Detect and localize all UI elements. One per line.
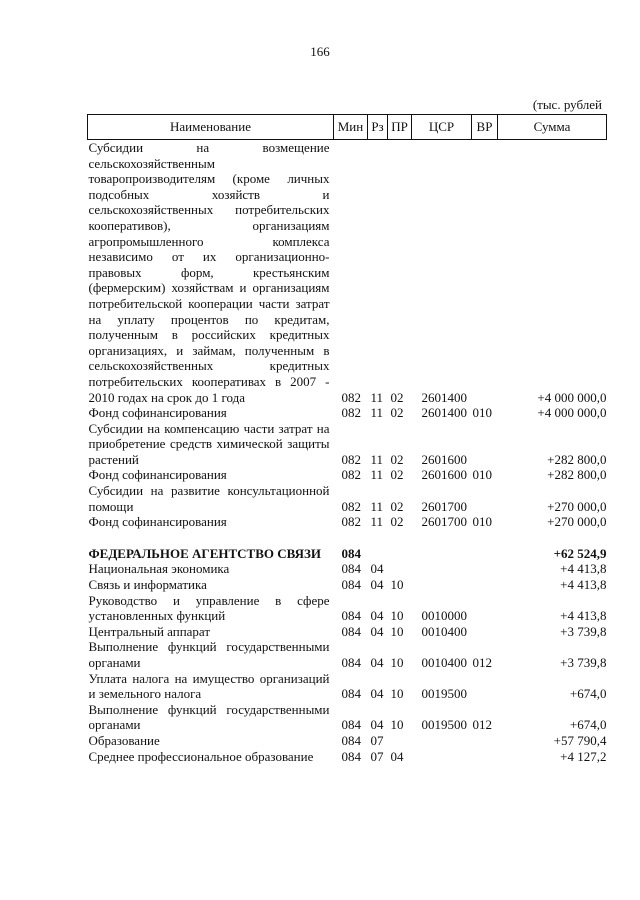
cell-rz: 04 — [370, 561, 384, 577]
cell-vr: 010 — [472, 405, 492, 421]
table-row — [88, 577, 607, 593]
cell-pr: 02 — [390, 451, 404, 467]
cell-rz: 04 — [370, 717, 384, 733]
cell-sum: +4 413,8 — [560, 561, 607, 577]
table-row — [88, 140, 607, 406]
cell-name: Среднее профессиональное образование — [88, 748, 314, 764]
table-row — [88, 733, 607, 749]
cell-sum: +3 739,8 — [560, 655, 607, 670]
cell-pr: 02 — [390, 498, 404, 514]
table-row — [88, 671, 607, 702]
cell-rz: 11 — [370, 514, 384, 530]
table-body — [88, 140, 607, 765]
cell-min: 082 — [341, 498, 361, 514]
cell-sum: +3 739,8 — [560, 623, 607, 639]
table-row — [88, 639, 607, 670]
cell-pr: 02 — [390, 467, 404, 483]
cell-rz: 07 — [370, 732, 384, 748]
cell-min: 084 — [341, 686, 361, 702]
cell-vr: 012 — [472, 717, 492, 733]
table-row — [88, 467, 607, 483]
cell-sum: +62 524,9 — [553, 545, 607, 561]
cell-name: ФЕДЕРАЛЬНОЕ АГЕНТСТВО СВЯЗИ — [88, 545, 322, 561]
cell-name: Образование — [88, 732, 160, 748]
cell-pr: 10 — [390, 577, 404, 593]
cell-name: Фонд софинансирования — [88, 405, 227, 421]
units-note: (тыс. рублей — [532, 97, 602, 112]
table-row — [88, 483, 607, 514]
cell-csr — [412, 577, 472, 593]
cell-pr: 10 — [390, 655, 404, 670]
cell-min: 084 — [341, 717, 361, 733]
cell-name: Руководство и управление в сфере установленных функций — [88, 592, 330, 624]
cell-rz: 04 — [370, 577, 384, 593]
cell-rz: 11 — [370, 405, 384, 421]
cell-rz: 11 — [370, 451, 384, 467]
cell-rz: 04 — [370, 655, 384, 670]
table-row — [88, 702, 607, 733]
cell-pr: 02 — [390, 405, 404, 421]
cell-vr — [472, 749, 498, 765]
cell-csr — [412, 546, 472, 562]
cell-pr — [388, 546, 412, 562]
cell-csr: 0019500 — [421, 686, 467, 702]
cell-min: 084 — [341, 732, 361, 748]
cell-pr: 10 — [390, 686, 404, 702]
cell-min: 082 — [341, 514, 361, 530]
cell-csr: 2601700 — [421, 498, 467, 514]
cell-rz: 07 — [370, 748, 384, 764]
cell-pr — [388, 561, 412, 577]
cell-pr: 04 — [390, 748, 404, 764]
cell-vr — [472, 483, 498, 514]
cell-csr: 2601400 — [421, 389, 467, 405]
cell-sum: +674,0 — [569, 686, 607, 702]
header-pr: ПР — [388, 115, 412, 140]
header-csr: ЦСР — [412, 115, 472, 140]
cell-sum: +4 127,2 — [560, 748, 607, 764]
cell-sum: +4 413,8 — [560, 577, 607, 593]
cell-csr: 0019500 — [421, 717, 467, 733]
cell-csr — [412, 561, 472, 577]
cell-min: 082 — [341, 467, 361, 483]
cell-sum: +4 000 000,0 — [537, 389, 607, 405]
cell-csr: 2601700 — [421, 514, 467, 530]
table-row — [88, 561, 607, 577]
cell-name: Центральный аппарат — [88, 623, 211, 639]
cell-pr: 10 — [390, 717, 404, 733]
cell-sum: +674,0 — [569, 717, 607, 733]
table-row — [88, 514, 607, 530]
cell-name: Субсидии на компенсацию части затрат на приобретение средств химической защиты растений — [88, 420, 330, 467]
cell-vr — [472, 140, 498, 406]
header-sum: Сумма — [498, 115, 607, 140]
cell-rz: 11 — [370, 389, 384, 405]
cell-csr: 0010400 — [421, 623, 467, 639]
cell-csr: 2601600 — [421, 467, 467, 483]
cell-vr — [472, 624, 498, 640]
cell-min: 082 — [341, 405, 361, 421]
header-rz: Рз — [368, 115, 388, 140]
cell-sum: +4 000 000,0 — [537, 405, 607, 421]
cell-rz — [368, 546, 388, 562]
cell-sum: +282 800,0 — [547, 451, 607, 467]
cell-vr — [472, 593, 498, 624]
cell-vr — [472, 671, 498, 702]
header-name: Наименование — [88, 115, 334, 140]
cell-name: Субсидии на развитие консультационной помощи — [88, 483, 330, 514]
cell-name: Фонд софинансирования — [88, 467, 227, 483]
cell-name: Фонд софинансирования — [88, 514, 227, 530]
cell-min: 084 — [341, 655, 361, 670]
cell-csr: 0010000 — [421, 608, 467, 624]
spacer-cell — [88, 530, 607, 546]
cell-name: Уплата налога на имущество организаций и земельного налога — [88, 670, 330, 702]
cell-vr — [472, 561, 498, 577]
cell-min: 082 — [341, 389, 361, 405]
cell-rz: 04 — [370, 686, 384, 702]
cell-name: Выполнение функций государственными органами — [88, 701, 330, 733]
cell-vr — [472, 546, 498, 562]
cell-name: Национальная экономика — [88, 561, 230, 577]
budget-table — [87, 114, 607, 764]
table-row — [88, 546, 607, 562]
cell-sum: +282 800,0 — [547, 467, 607, 483]
cell-pr: 10 — [390, 623, 404, 639]
table-header — [88, 115, 607, 140]
cell-csr: 2601600 — [421, 451, 467, 467]
cell-vr: 012 — [472, 655, 492, 670]
cell-rz: 11 — [370, 498, 384, 514]
cell-rz: 11 — [370, 467, 384, 483]
spacer-row — [88, 530, 607, 546]
table-row — [88, 593, 607, 624]
header-min: Мин — [334, 115, 368, 140]
cell-pr: 02 — [390, 389, 404, 405]
cell-vr — [472, 421, 498, 468]
cell-name: Связь и информатика — [88, 577, 207, 593]
cell-vr: 010 — [472, 514, 492, 530]
page-number: 166 — [310, 44, 330, 59]
table-row — [88, 624, 607, 640]
cell-csr: 2601400 — [421, 405, 467, 421]
cell-sum: +270 000,0 — [547, 514, 607, 530]
cell-csr — [412, 733, 472, 749]
cell-min: 082 — [341, 451, 361, 467]
header-vr: ВР — [472, 115, 498, 140]
cell-pr: 10 — [390, 608, 404, 624]
cell-csr: 0010400 — [421, 655, 467, 670]
table-row — [88, 421, 607, 468]
cell-min: 084 — [341, 608, 361, 624]
cell-sum: +270 000,0 — [547, 498, 607, 514]
cell-csr — [412, 749, 472, 765]
cell-sum: +57 790,4 — [553, 732, 607, 748]
cell-min: 084 — [341, 748, 361, 764]
cell-min: 084 — [341, 561, 361, 577]
cell-min: 084 — [341, 623, 361, 639]
cell-name: Субсидии на возмещение сельскохозяйственным товаропроизводителям (кроме личных подсобных хозяйств и сельскохозяйственных потребительских кооперативов), организациям агропромышленного комплекса независимо от их организационно-правовых форм, крестьянским (фермерским) хозяйствам и организациям потребительской кооперации части затрат на уплату процентов по кредитам, полученным в российских кредитных организациях, и займам, полученным в сельскохозяйственных кредитных потребительских кооперативах в 2007 - 2010 годах на срок до 1 года — [88, 140, 330, 405]
cell-rz: 04 — [370, 608, 384, 624]
table-row — [88, 749, 607, 765]
table-row — [88, 405, 607, 421]
cell-vr — [472, 577, 498, 593]
cell-pr — [388, 733, 412, 749]
cell-name: Выполнение функций государственными органами — [88, 639, 330, 670]
cell-vr — [472, 733, 498, 749]
cell-min: 084 — [341, 577, 361, 593]
cell-rz: 04 — [370, 623, 384, 639]
cell-min: 084 — [341, 545, 361, 561]
cell-vr: 010 — [472, 467, 492, 483]
cell-pr: 02 — [390, 514, 404, 530]
cell-sum: +4 413,8 — [560, 608, 607, 624]
